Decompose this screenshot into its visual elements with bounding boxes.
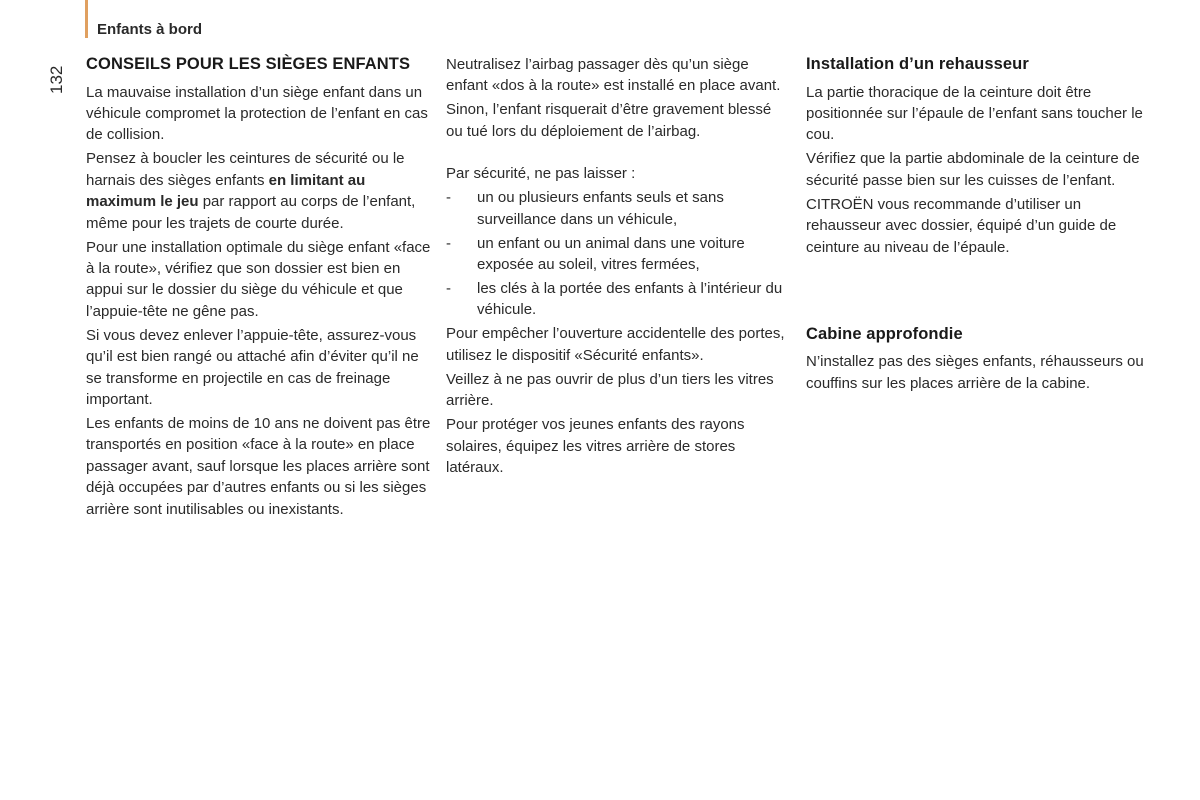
paragraph: Vérifiez que la partie abdominale de la ceinture de sécurité passe bien sur les cuisses de l’enfant. bbox=[806, 150, 1140, 189]
paragraph: La partie thoracique de la ceinture doit être positionnée sur l’épaule de l’enfant sans toucher le cou. bbox=[806, 83, 1143, 144]
column-middle bbox=[446, 54, 791, 481]
paragraph: Pour protéger vos jeunes enfants des rayons solaires, équipez les vitres arrière de stores latéraux. bbox=[446, 416, 745, 477]
paragraph: Pour une installation optimale du siège enfant «face à la route», vérifiez que son dossier est bien en appui sur le dossier du siège du véhicule et que l’appuie-tête ne gêne pas. bbox=[86, 238, 431, 320]
list-item: - un ou plusieurs enfants seuls et sans surveillance dans un véhicule, bbox=[446, 187, 791, 230]
heading-rehausseur: Installation d’un rehausseur bbox=[806, 55, 1029, 73]
heading-conseils: CONSEILS POUR LES SIÈGES ENFANTS bbox=[86, 55, 411, 73]
section-title: Enfants à bord bbox=[97, 21, 203, 38]
column-left bbox=[86, 54, 431, 523]
section-marker-bar bbox=[85, 0, 88, 38]
heading-cabine: Cabine approfondie bbox=[806, 324, 963, 343]
paragraph: Neutralisez l’airbag passager dès qu’un siège enfant «dos à la route» est installé en place avant. bbox=[446, 56, 781, 95]
paragraph: Les enfants de moins de 10 ans ne doivent pas être transportés en position «face à la route» en place passager avant, sauf lorsque les places arrière sont déjà occupées par d’autres enfants ou si les sièges arrière sont inutilisables ou inexistants. bbox=[86, 414, 431, 518]
text-run: Pensez à boucler les ceintures de sécurité ou le harnais des sièges enfants bbox=[86, 150, 405, 189]
list-item: - les clés à la portée des enfants à l’intérieur du véhicule. bbox=[446, 278, 791, 321]
paragraph-seatbelt bbox=[86, 148, 431, 234]
column-right bbox=[806, 54, 1151, 397]
paragraph: Pour empêcher l’ouverture accidentelle des portes, utilisez le dispositif «Sécurité enfants». bbox=[446, 325, 785, 364]
paragraph: Si vous devez enlever l’appuie-tête, assurez-vous qu’il est bien rangé ou attaché afin d’éviter qu’il ne se transforme en projectile en cas de freinage important. bbox=[86, 326, 419, 408]
text-run: par rapport au corps de l’enfant, même pour les trajets de courte durée. bbox=[86, 193, 416, 232]
paragraph: Sinon, l’enfant risquerait d’être gravement blessé ou tué lors du déploiement de l’airbag. bbox=[446, 101, 772, 140]
paragraph: CITROËN vous recommande d’utiliser un rehausseur avec dossier, équipé d’un guide de ceinture au niveau de l’épaule. bbox=[806, 195, 1117, 256]
warning-list bbox=[446, 187, 791, 321]
paragraph: Veillez à ne pas ouvrir de plus d’un tiers les vitres arrière. bbox=[446, 370, 774, 410]
paragraph: N’installez pas des sièges enfants, réhausseurs ou couffins sur les places arrière de la cabine. bbox=[806, 353, 1144, 392]
bold-text: en limitant au maximum le jeu bbox=[86, 171, 366, 211]
paragraph: La mauvaise installation d’un siège enfant dans un véhicule compromet la protection de l’enfant en cas de collision. bbox=[86, 83, 428, 144]
paragraph: Par sécurité, ne pas laisser : bbox=[446, 165, 636, 183]
list-item: - un enfant ou un animal dans une voiture exposée au soleil, vitres fermées, bbox=[446, 233, 791, 276]
page-number: 132 bbox=[47, 65, 66, 94]
